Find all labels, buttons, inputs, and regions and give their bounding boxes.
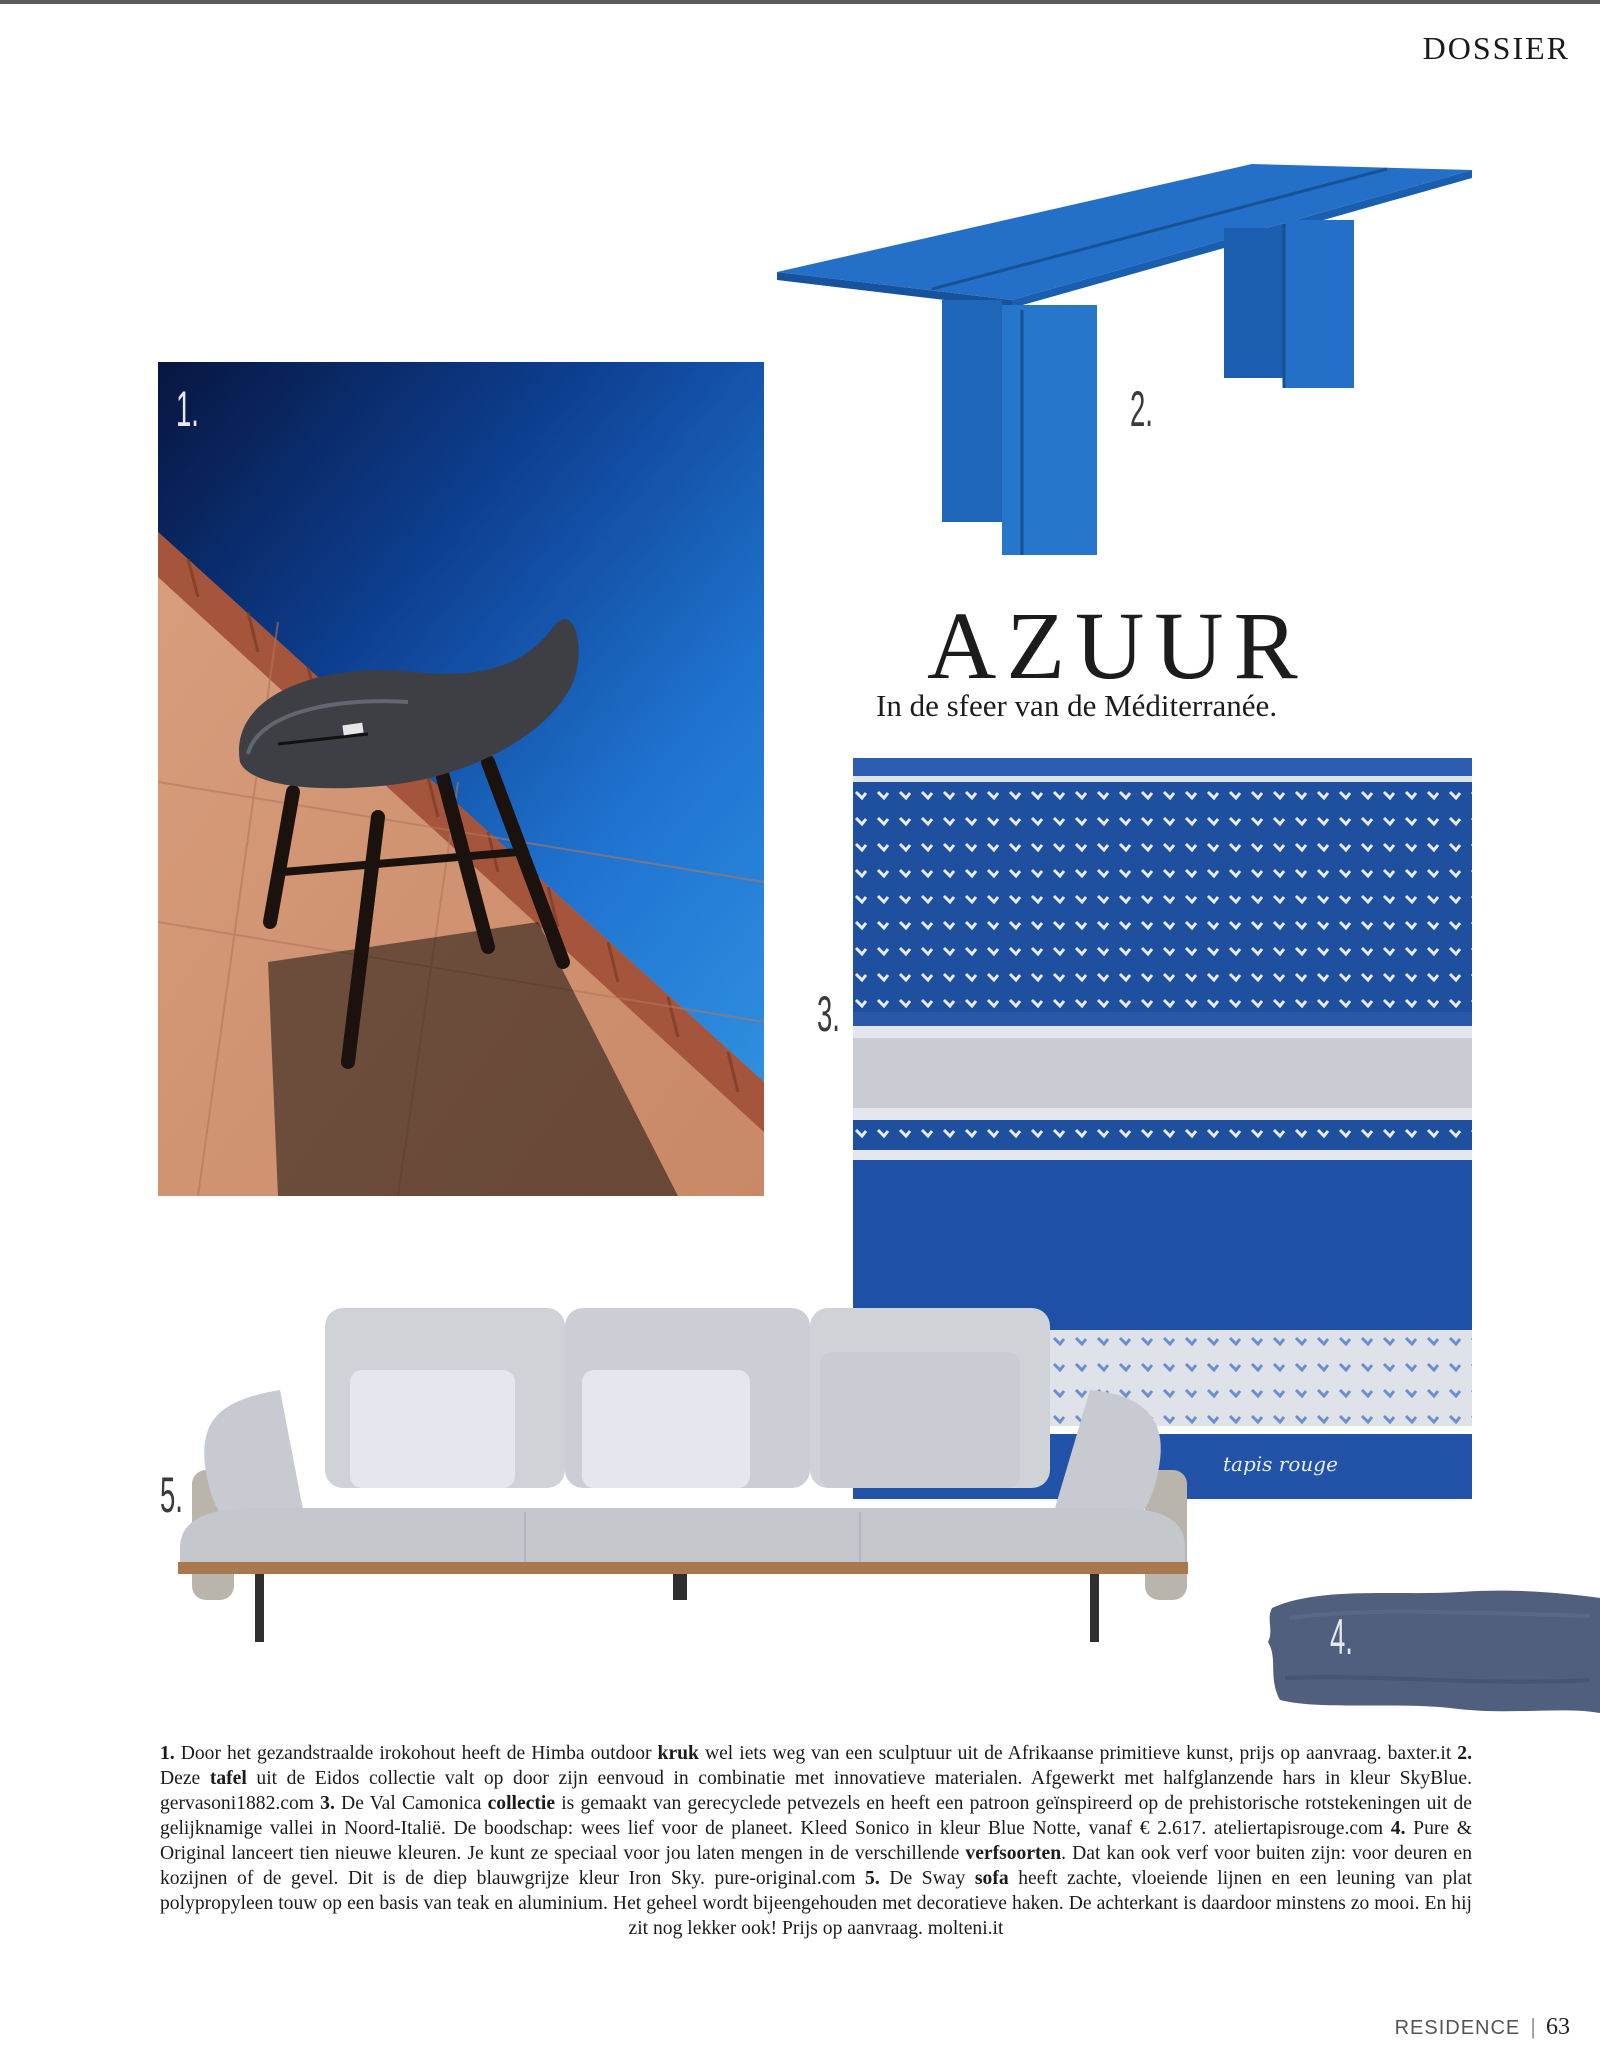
caption-keyword: tafel <box>209 1768 247 1789</box>
stool-photo <box>158 362 764 1196</box>
number-5: 5. <box>160 1467 183 1523</box>
caption-part: De Sway <box>879 1868 975 1889</box>
caption-keyword: sofa <box>974 1868 1009 1889</box>
sofa-image <box>170 1300 1195 1665</box>
number-4: 4. <box>1330 1609 1353 1665</box>
caption-part: uit de Eidos collectie valt op door zijn eenvoud in combinatie met innovatieve materialen. Afgewerkt met halfglanzende hars in kleur SkyBlue. gervasoni1882.com <box>160 1768 1473 1814</box>
caption-part: . Dat kan ook verf voor buiten zijn: voor deuren en kozijnen of de gevel. Dit is de diep blauwgrijze kleur Iron Sky. pure-original.com <box>160 1843 1473 1889</box>
paint-swatch <box>1260 1578 1600 1718</box>
blue-table-illustration <box>772 150 1472 560</box>
number-3: 3. <box>817 986 840 1042</box>
caption-part: is gemaakt van gerecyclede petvezels en heeft een patroon geïnspireerd op de prehistorische rotstekeningen uit de gelijknamige vallei in Noord-Italië. De boodschap: wees lief voor de planeet. Kleed Sonico in kleur Blue Notte, vanaf € 2.617. ateliertapisrouge.com <box>160 1793 1472 1839</box>
caption-keyword: kruk <box>657 1743 699 1764</box>
caption-part: Pure & Original lanceert tien nieuwe kleuren. Je kunt ze speciaal voor jou laten mengen in de verschillende <box>160 1818 1473 1864</box>
caption-part: Deze <box>160 1768 210 1789</box>
page-title: AZUUR <box>927 592 1308 699</box>
rug-signature: tapis rouge <box>1223 1452 1338 1476</box>
footer-separator: | <box>1530 2014 1536 2039</box>
table-image <box>772 150 1472 560</box>
caption-num-4: 4. <box>1390 1818 1406 1839</box>
caption-part: Door het gezandstraalde irokohout heeft de Himba outdoor <box>174 1743 658 1764</box>
number-1: 1. <box>176 381 199 437</box>
page-subtitle: In de sfeer van de Méditerranée. <box>876 688 1278 723</box>
caption-num-2: 2. <box>1457 1743 1472 1764</box>
section-label: DOSSIER <box>1422 30 1570 66</box>
stool-poolside-illustration <box>158 362 764 1196</box>
number-2: 2. <box>1130 381 1153 437</box>
caption-keyword: collectie <box>487 1793 556 1814</box>
caption-part: wel iets weg van een sculptuur uit de Afrikaanse primitieve kunst, prijs op aanvraag. baxter.it <box>698 1743 1458 1764</box>
caption-part: De Val Camonica <box>334 1793 488 1814</box>
paint-brushstroke <box>1260 1578 1600 1718</box>
caption-num-1: 1. <box>160 1743 175 1764</box>
grey-sofa-illustration <box>170 1300 1195 1665</box>
page-number: 63 <box>1546 2014 1570 2040</box>
caption-num-5: 5. <box>865 1868 880 1889</box>
caption-num-3: 3. <box>320 1793 335 1814</box>
caption-text <box>160 1741 1472 1941</box>
top-rule <box>0 0 1600 4</box>
caption-part: heeft zachte, vloeiende lijnen en een leuning van plat polypropyleen touw op een basis van teak en aluminium. Het geheel wordt bijeengehouden met decoratieve haken. De achterkant is daardoor minstens zo mooi. En hij zit nog lekker ook! Prijs op aanvraag. molteni.it <box>160 1868 1472 1939</box>
page-footer <box>1395 2014 1570 2041</box>
caption-keyword: verfsoorten <box>965 1843 1062 1864</box>
magazine-name: RESIDENCE <box>1394 2017 1521 2039</box>
